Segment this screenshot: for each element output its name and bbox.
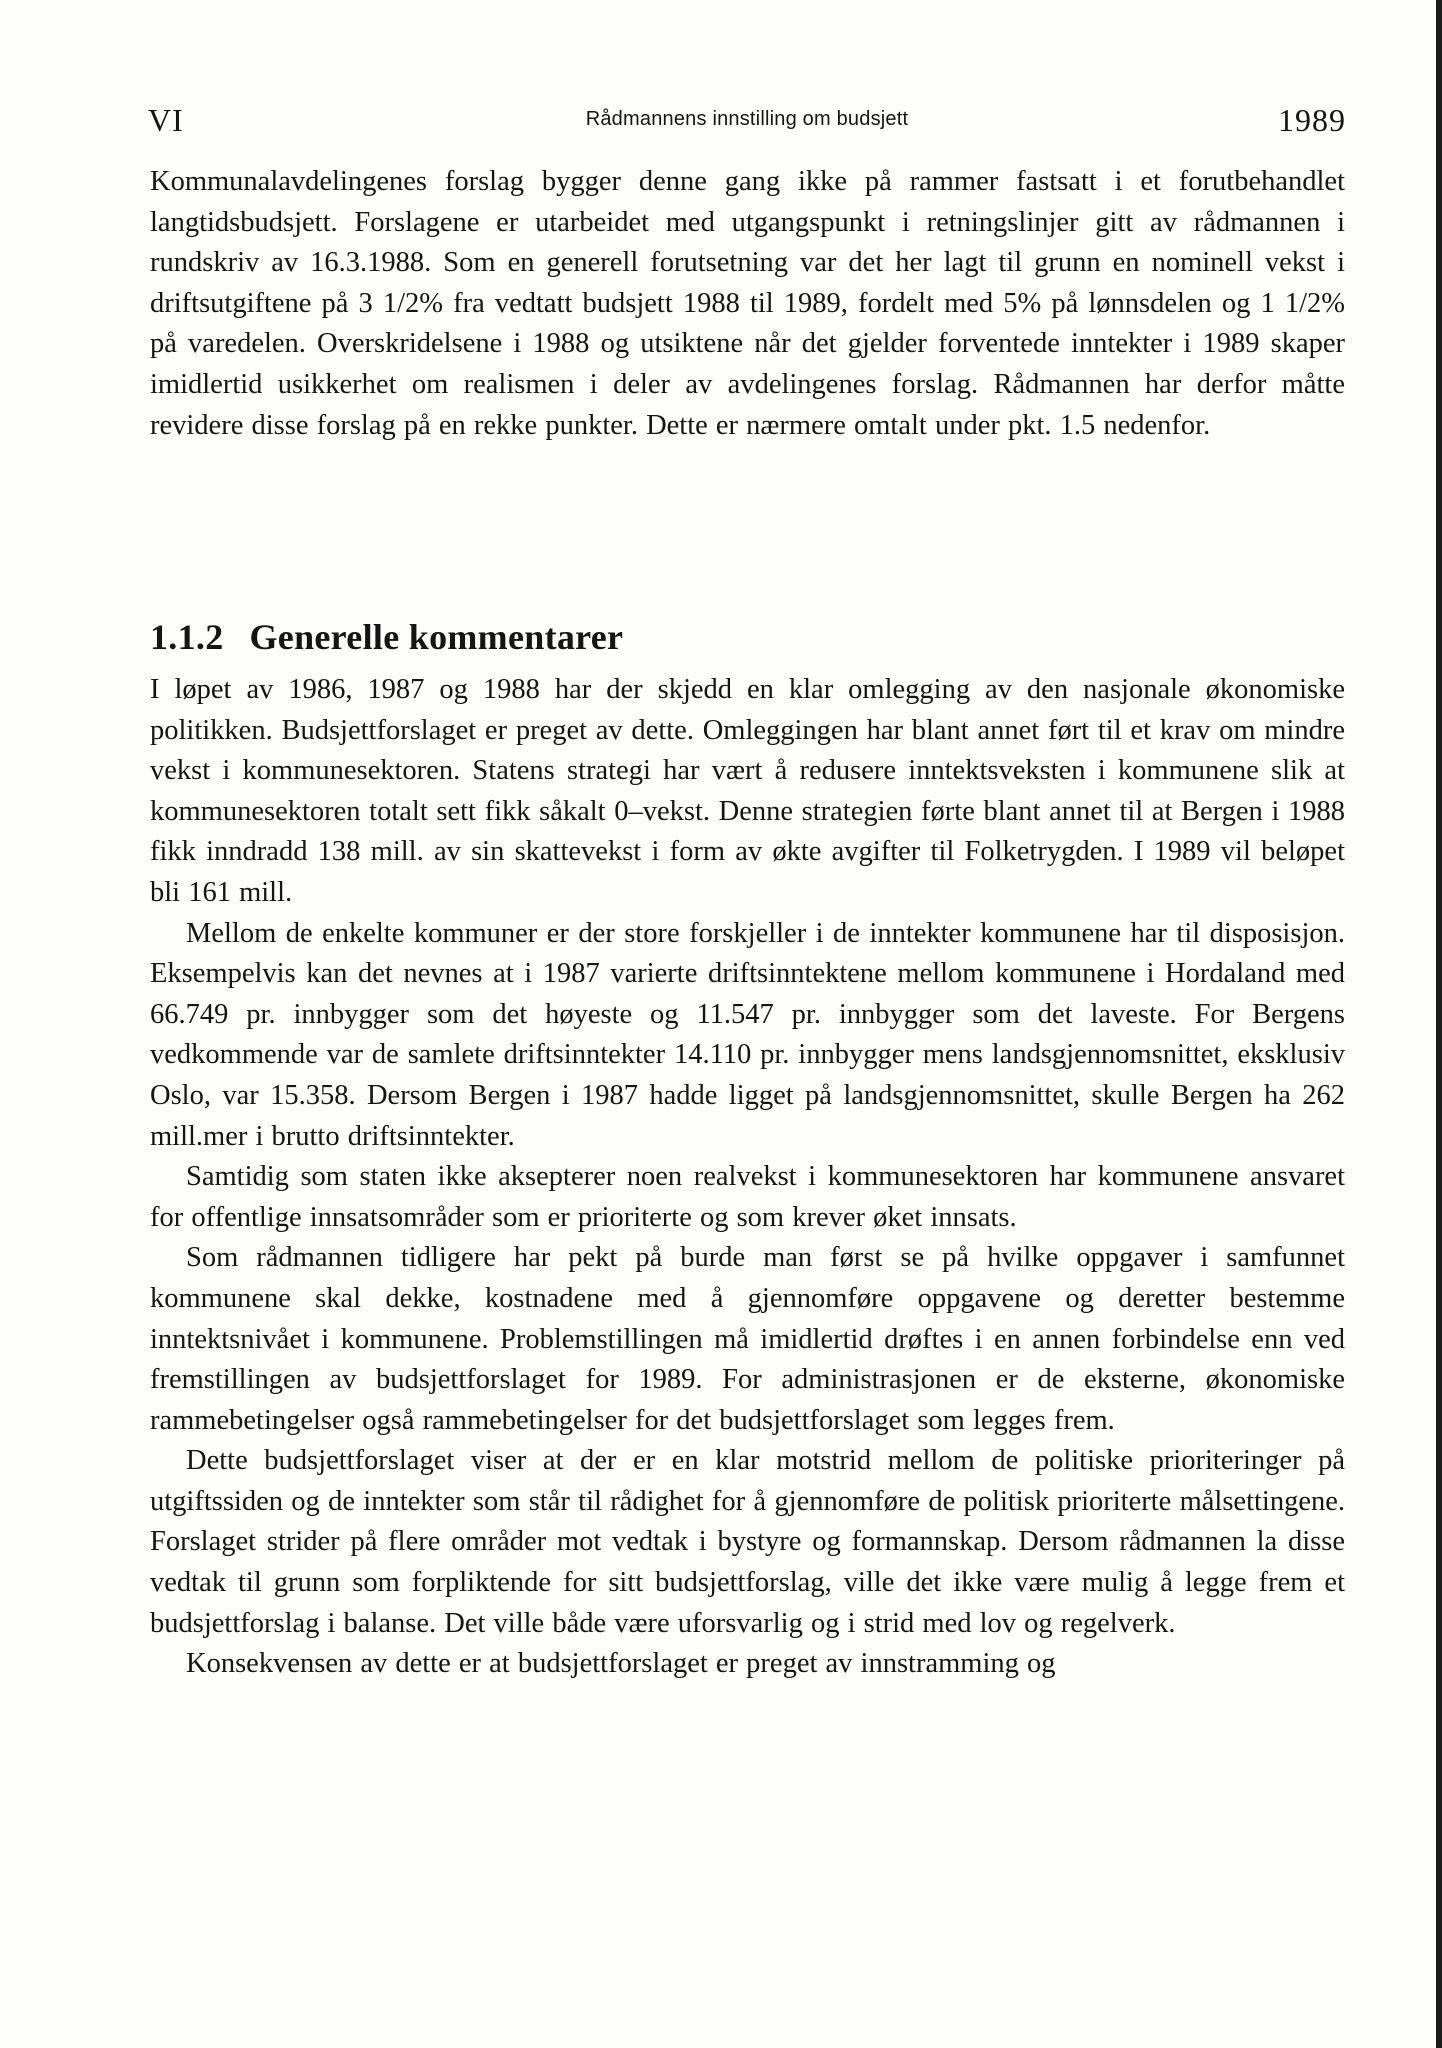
section-title: Generelle kommentarer <box>249 617 624 657</box>
intro-text <box>150 162 1345 446</box>
body-paragraph: Konsekvensen av dette er at budsjettforslaget er preget av innstramming og <box>186 1648 1056 1680</box>
intro-paragraph: Kommunalavdelingenes forslag bygger denne gang ikke på rammer fastsatt i et forutbehandlet langtidsbudsjett. Forslagene er utarbeidet med utgangspunkt i retningslinjer gitt av rådmannen i rundskriv av 16.3.1988. Som en generell forutsetning var det her lagt til grunn en nominell vekst i driftsutgiftene på 3 1/2% fra vedtatt budsjett 1988 til 1989, fordelt med 5% på lønnsdelen og 1 1/2% på varedelen. Overskridelsene i 1988 og utsiktene når det gjelder forventede inntekter i 1989 skaper imidlertid usikkerhet om realismen i deler av avdelingenes forslag. Rådmannen har derfor måtte revidere disse forslag på en rekke punkter. Dette er nærmere omtalt under pkt. 1.5 nedenfor. <box>150 166 1345 441</box>
scan-border <box>1436 0 1442 2048</box>
body-paragraph: Som rådmannen tidligere har pekt på burde man først se på hvilke oppgaver i samfunnet kommunene skal dekke, kostnadene med å gjennomføre oppgavene og deretter bestemme inntektsnivået i kommunene. Problemstillingen må imidlertid drøftes i en annen forbindelse enn ved fremstillingen av budsjettforslaget for 1989. For administrasjonen er de eksterne, økonomiske rammebetingelser også rammebetingelser for det budsjettforslaget som legges frem. <box>150 1242 1345 1436</box>
body-paragraph: Mellom de enkelte kommuner er der store forskjeller i de inntekter kommunene har til disposisjon. Eksempelvis kan det nevnes at i 1987 varierte driftsinntektene mellom kommunene i Hordaland med 66.749 pr. innbygger som det høyeste og 11.547 pr. innbygger som det laveste. For Bergens vedkommende var de samlete driftsinntekter 14.110 pr. innbygger mens landsgjennomsnittet, eksklusiv Oslo, var 15.358. Dersom Bergen i 1987 hadde ligget på landsgjennomsnittet, skulle Bergen ha 262 mill.mer i brutto driftsinntekter. <box>150 917 1345 1152</box>
section-number: 1.1.2 <box>150 617 224 657</box>
running-header <box>148 102 1346 146</box>
section-heading <box>150 616 623 658</box>
body-paragraph: I løpet av 1986, 1987 og 1988 har der skjedd en klar omlegging av den nasjonale økonomiske politikken. Budsjettforslaget er preget av dette. Omleggingen har blant annet ført til et krav om mindre vekst i kommunesektoren. Statens strategi har vært å redusere inntektsveksten i kommunene slik at kommunesektoren totalt sett fikk såkalt 0–vekst. Denne strategien førte blant annet til at Bergen i 1988 fikk inndradd 138 mill. av sin skattevekst i form av økte avgifter til Folketrygden. I 1989 vil beløpet bli 161 mill. <box>150 674 1345 908</box>
page-number: VI <box>148 102 184 138</box>
header-year: 1989 <box>1278 102 1346 138</box>
running-title: Rådmannens innstilling om budsjett <box>585 108 909 130</box>
section-body <box>150 670 1345 1685</box>
body-paragraph: Samtidig som staten ikke aksepterer noen realvekst i kommunesektoren har kommunene ansvaret for offentlige innsatsområder som er prioriterte og som krever øket innsats. <box>150 1161 1345 1233</box>
body-paragraph: Dette budsjettforslaget viser at der er en klar motstrid mellom de politiske prioriteringer på utgiftssiden og de inntekter som står til rådighet for å gjennomføre de politisk prioriterte målsettingene. Forslaget strider på flere områder mot vedtak i bystyre og formannskap. Dersom rådmannen la disse vedtak til grunn som forpliktende for sitt budsjettforslag, ville det ikke være mulig å legge frem et budsjettforslag i balanse. Det ville både være uforsvarlig og i strid med lov og regelverk. <box>150 1445 1345 1639</box>
